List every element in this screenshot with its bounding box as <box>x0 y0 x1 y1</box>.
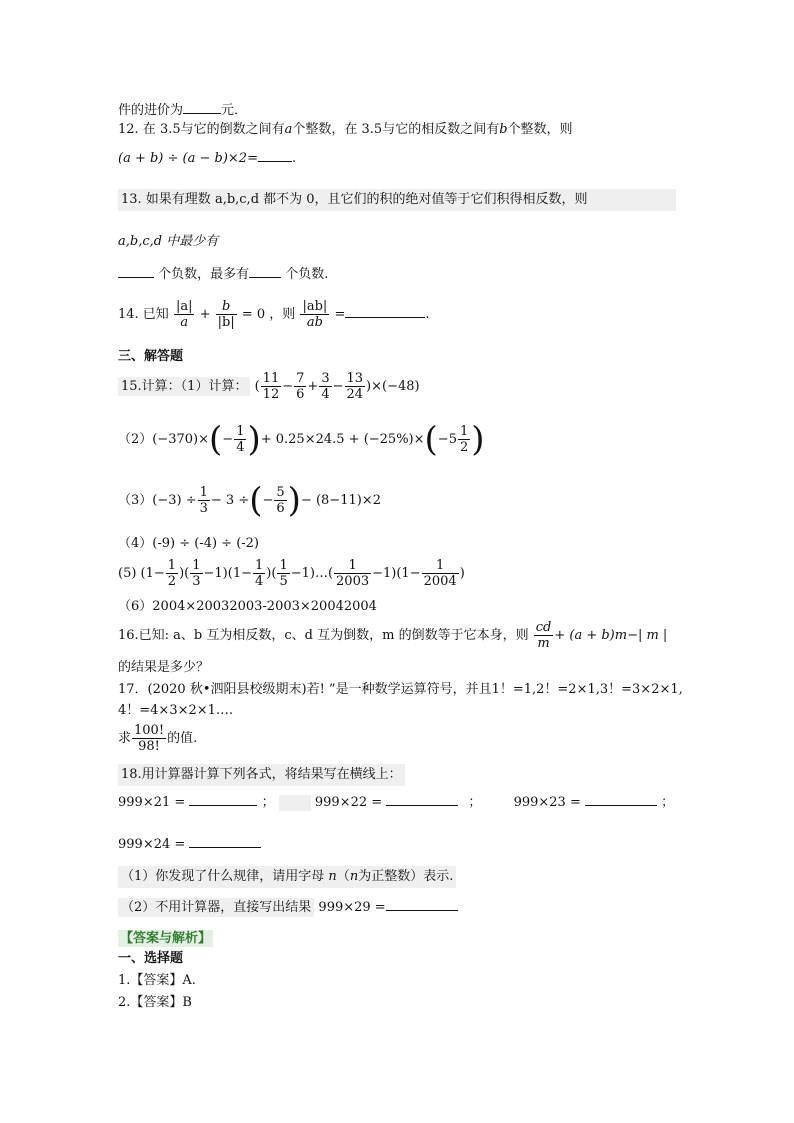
q13-line3: 个负数，最多有 个负数. <box>118 265 328 284</box>
q16-line2: 的结果是多少？ <box>118 660 210 675</box>
answer-blank[interactable] <box>386 898 458 911</box>
q18-part1: （1）你发现了什么规律，请用字母 n（n为正整数）表示. <box>118 866 456 888</box>
q17-line1: 17．(2020 秋•泗阳县校级期末)若! ”是一种数学运算符号，并且1！=1,2！=2×1,3！=3×2×1, <box>118 682 683 697</box>
answer-blank[interactable] <box>118 265 154 278</box>
answers-heading: 【答案与解析】 <box>120 931 212 946</box>
fraction: $\frac{7}{6}$ <box>296 371 305 402</box>
q15-5: (5) (1− $\frac{1}{2}$ )( $\frac{1}{3}$ −1)(1− $\frac{1}{4}$ )( $\frac{1}{5}$ −1)…( $\frac{1}{2003}$ −1)(1− $\frac{1}{2004}$ ) <box>118 558 465 589</box>
q15-6: （6）2004×20032003-2003×20042004 <box>118 599 377 614</box>
answer-blank[interactable] <box>183 101 221 114</box>
fraction: $\frac{100!}{98!}$ <box>134 723 165 754</box>
q18-row1: 999×21 = ； 999×22 = ； 999×23 = ； <box>118 795 675 810</box>
q18-heading: 18.用计算器计算下列各式，将结果写在横线上： <box>118 764 405 786</box>
fraction: $\frac{11}{12}$ <box>262 371 280 402</box>
fraction: $\frac{1}{2}$ <box>167 558 177 589</box>
q17-line3: 求 $\frac{100!}{98!}$ 的值. <box>118 723 198 754</box>
q16-line1: 16.已知: a、b 互为相反数，c、d 互为倒数，m 的倒数等于它本身，则 $\frac{cd}{m}$ + (a + b)m−| m | <box>118 620 668 651</box>
fraction: $\frac{1}{4}$ <box>236 424 245 455</box>
q13-line1: 13. 如果有理数 a,b,c,d 都不为 0，且它们的积的绝对值等于它们积得相反数，则 <box>118 189 676 211</box>
answer-1: 1.【答案】A. <box>118 973 196 988</box>
answer-blank[interactable] <box>189 835 261 848</box>
answer-blank[interactable] <box>249 265 281 278</box>
q17-line2: 4！=4×3×2×1…. <box>118 703 234 718</box>
q15-3: （3）(−3) ÷ $\frac{1}{3}$ − 3 ÷(− $\frac{5}{6}$ )− (8−11)×2 <box>118 480 381 521</box>
q18-row2: 999×24 = <box>118 835 261 854</box>
fraction: $\frac{|a|}{a}$ <box>175 299 193 330</box>
answer-blank[interactable] <box>386 793 458 806</box>
fraction: $\frac{3}{4}$ <box>321 371 330 402</box>
fraction: $\frac{|ab|}{ab}$ <box>302 299 328 330</box>
fraction: $\frac{1}{2003}$ <box>336 558 370 589</box>
q15-1: 15.计算：（1）计算： ( $\frac{11}{12}$ − $\frac{7}{6}$ + $\frac{3}{4}$ − $\frac{13}{24}$ )×(−48) <box>118 367 420 407</box>
fraction: $\frac{1}{3}$ <box>199 485 208 516</box>
section-3-heading: 三、解答题 <box>118 349 184 364</box>
fraction: $\frac{b}{|b|}$ <box>217 299 235 330</box>
answer-2: 2.【答案】B <box>118 995 192 1010</box>
q18-part2: （2）不用计算器，直接写出结果 999×29 = <box>118 898 458 917</box>
fraction: $\frac{1}{2}$ <box>459 424 469 455</box>
fraction: $\frac{1}{4}$ <box>255 558 264 589</box>
q15-4: （4）(-9) ÷ (-4) ÷ (-2) <box>118 536 260 551</box>
fraction: $\frac{cd}{m}$ <box>535 620 552 651</box>
fraction: $\frac{5}{6}$ <box>276 485 285 516</box>
fraction: $\frac{13}{24}$ <box>346 371 364 402</box>
answers-section-1: 一、选择题 <box>118 951 184 966</box>
q13-line2: a,b,c,d 中最少有 <box>118 234 219 249</box>
fraction: $\frac{1}{2004}$ <box>423 558 457 589</box>
fraction: $\frac{1}{3}$ <box>192 558 201 589</box>
answer-blank[interactable] <box>258 149 292 162</box>
answer-blank[interactable] <box>345 305 425 318</box>
q11-tail: 件的进价为 元． <box>118 103 248 118</box>
shaded-gap <box>279 795 311 811</box>
fraction: $\frac{1}{5}$ <box>279 558 288 589</box>
q14-line: 14. 已知 $\frac{|a|}{a}$ + $\frac{b}{|b|}$ = 0 ，则 $\frac{|ab|}{ab}$ = . <box>118 299 430 330</box>
answer-blank[interactable] <box>585 793 657 806</box>
q12-line2: (a + b) ÷ (a − b)×2= . <box>118 151 297 166</box>
q15-2: （2）(−370)×(− $\frac{1}{4}$ )+ 0.25×24.5 + (−25%)×(−5 $\frac{1}{2}$ ) <box>118 419 485 460</box>
answer-blank[interactable] <box>189 793 257 806</box>
q12-line1: 12. 在 3.5与它的倒数之间有a个整数，在 3.5与它的相反数之间有b个整数，则 <box>118 122 573 137</box>
